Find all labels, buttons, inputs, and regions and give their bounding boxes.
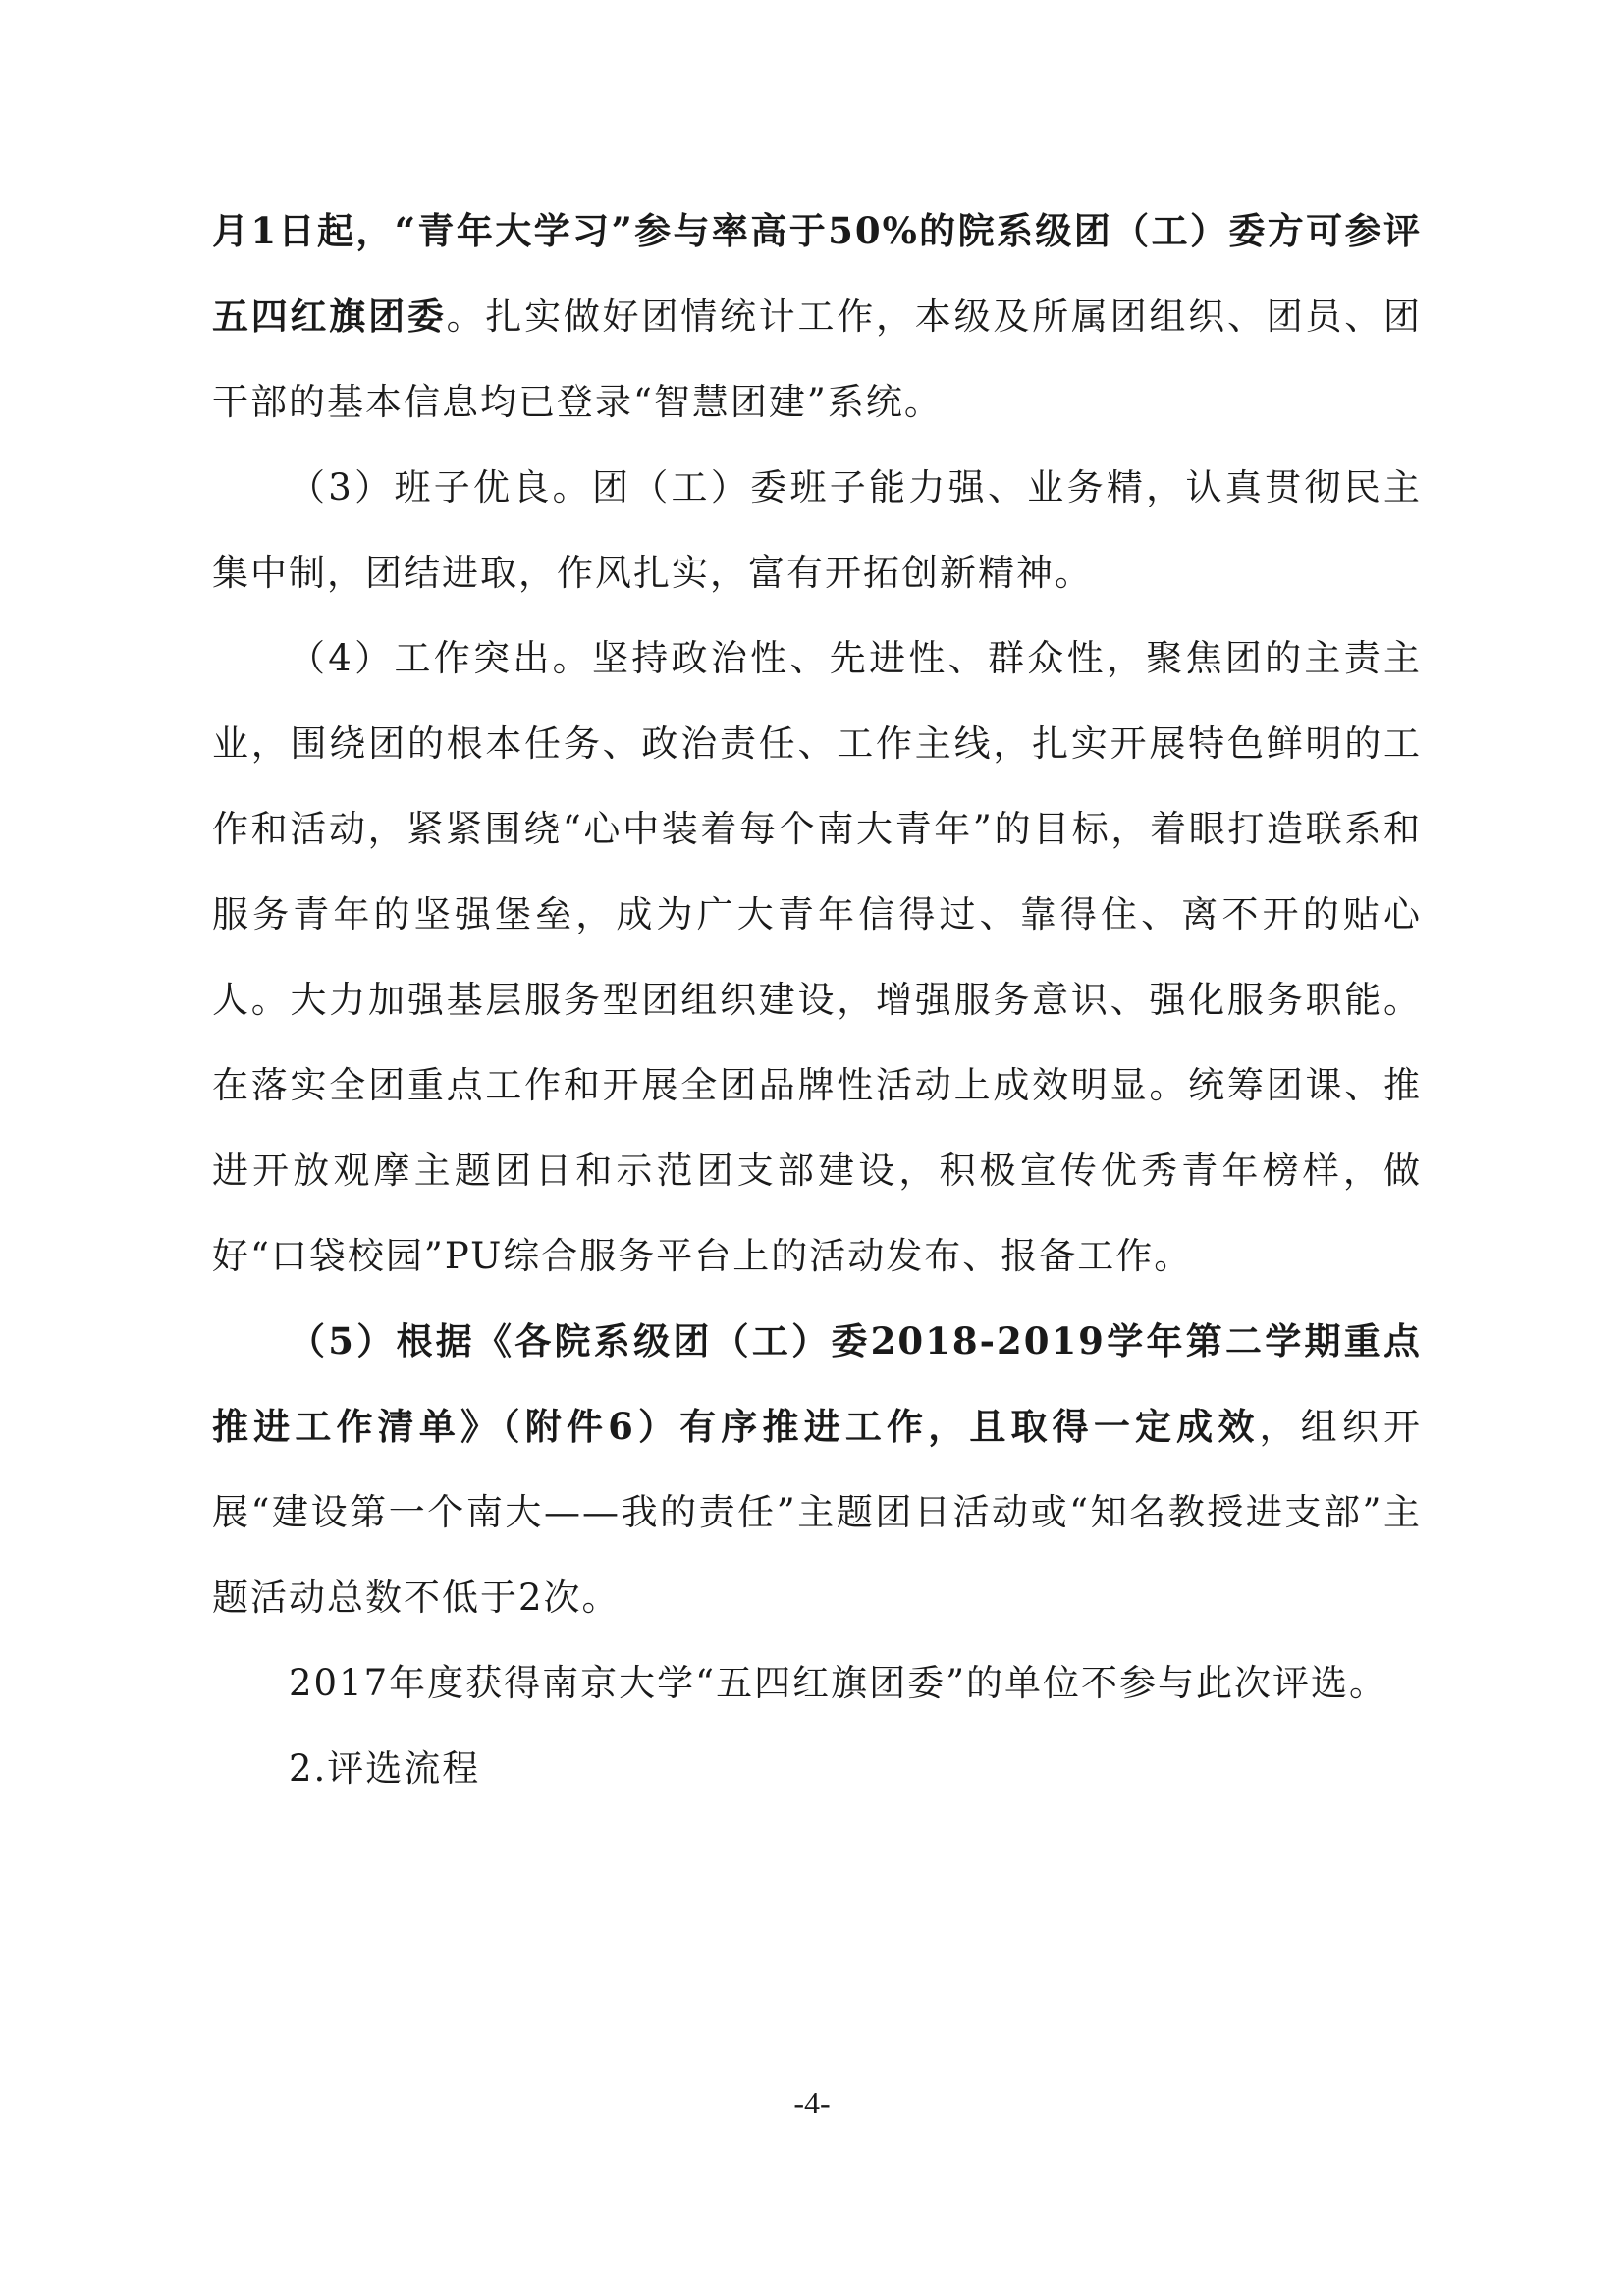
bold-text: 月1日起，“青年大学习”参与率高于50%的院系级团（工）委方可参评五四红旗团委 [212, 209, 1422, 338]
paragraph-text: 2017年度获得南京大学“五四红旗团委”的单位不参与此次评选。 [289, 1662, 1387, 1704]
paragraph-text: 。扎实做好团情统计工作，本级及所属团组织、团员、团干部的基本信息均已登录“智慧团建”系统。 [212, 295, 1423, 423]
paragraph-work-outstanding [212, 615, 1422, 1299]
paragraph-continuation [212, 188, 1422, 445]
page-number: -4- [793, 2085, 831, 2120]
paragraph-work-list [212, 1299, 1422, 1640]
paragraph-text: ，组织开展“建设第一个南大——我的责任”主题团日活动或“知名教授进支部”主题活动总数不低于2次。 [212, 1406, 1423, 1619]
paragraph-team-quality [212, 445, 1422, 615]
paragraph-text: （3）班子优良。团（工）委班子能力强、业务精，认真贯彻民主集中制，团结进取，作风扎实，富有开拓创新精神。 [212, 466, 1422, 594]
paragraph-text: 2.评选流程 [289, 1747, 481, 1789]
paragraph-exclusion-note [212, 1640, 1422, 1726]
bold-text: （5）根据《各院系级团（工）委2018-2019学年第二学期重点推进工作清单》（附件6）有序推进工作，且取得一定成效 [212, 1319, 1422, 1448]
paragraph-text: （4）工作突出。坚持政治性、先进性、群众性，聚焦团的主责主业，围绕团的根本任务、政治责任、工作主线，扎实开展特色鲜明的工作和活动，紧紧围绕“心中装着每个南大青年”的目标，着眼打造联系和服务青年的坚强堡垒，成为广大青年信得过、靠得住、离不开的贴心人。大力加强基层服务型团组织建设，增强服务意识、强化服务职能。在落实全团重点工作和开展全团品牌性活动上成效明显。统筹团课、推进开放观摩主题团日和示范团支部建设，积极宣传优秀青年榜样，做好“口袋校园”PU综合服务平台上的活动发布、报备工作。 [212, 637, 1422, 1277]
section-heading-selection-process [212, 1726, 1422, 1811]
document-body [212, 188, 1422, 1811]
